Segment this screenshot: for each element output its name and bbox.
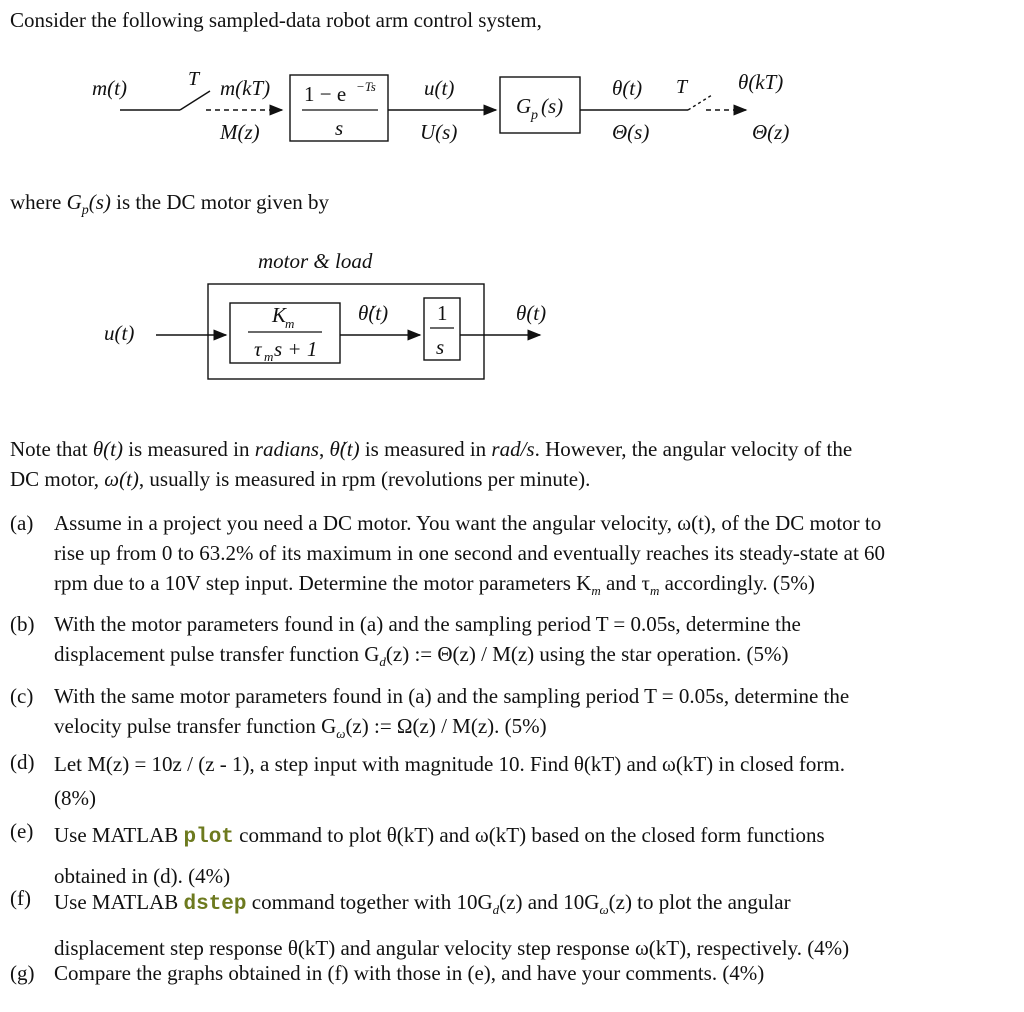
motor-input-u-t: u(t) xyxy=(104,321,135,345)
motor-K: K xyxy=(272,303,287,327)
motor-tau: τ xyxy=(254,337,262,361)
motor-tau-sub: m xyxy=(264,349,274,364)
plant-G: G xyxy=(516,94,532,118)
motor-load-title: motor & load xyxy=(258,249,373,273)
signal-theta-t: θ(t) xyxy=(612,76,643,100)
matlab-dstep-command: dstep xyxy=(183,893,247,916)
intro-text: Consider the following sampled-data robot arm control system, xyxy=(10,8,542,32)
block-diagram-motor xyxy=(0,240,1024,390)
sampler-T-label: T xyxy=(188,68,200,90)
integrator-den: s xyxy=(436,335,445,359)
signal-m-t: m(t) xyxy=(92,76,127,100)
motor-theta-dot: θ̇(t) xyxy=(358,301,389,325)
zoh-denominator: s xyxy=(335,116,344,140)
signal-U-s: U(s) xyxy=(420,120,458,144)
zoh-exponent: −Ts xyxy=(356,79,376,94)
signal-theta-kT: θ(kT) xyxy=(738,70,784,94)
plant-block xyxy=(500,77,580,133)
signal-M-z: M(z) xyxy=(220,120,260,144)
signal-Theta-s: Θ(s) xyxy=(612,120,650,144)
motor-output-theta: θ(t) xyxy=(516,301,547,325)
signal-u-t: u(t) xyxy=(424,76,455,100)
motor-K-sub: m xyxy=(285,316,295,331)
integrator-num: 1 xyxy=(437,301,448,325)
plant-G-arg: (s) xyxy=(541,94,564,118)
motor-den-rest: s + 1 xyxy=(274,337,318,361)
note-paragraph: Note that θ(t) is measured in radians, θ̇(t) is measured in rad/s. However, the angular velocity of the DC motor, ω(t), usually is measured in rpm (revolutions per minute). xyxy=(10,437,853,491)
plant-G-sub: p xyxy=(531,108,538,123)
sampler2-T-label: T xyxy=(676,76,688,98)
zoh-numerator: 1 − e xyxy=(304,82,347,106)
matlab-plot-command: plot xyxy=(183,826,234,849)
signal-m-kT: m(kT) xyxy=(220,76,271,100)
signal-Theta-z: Θ(z) xyxy=(752,120,790,144)
where-text: where $G_p(s)$ is the DC motor given by xyxy=(10,190,330,219)
